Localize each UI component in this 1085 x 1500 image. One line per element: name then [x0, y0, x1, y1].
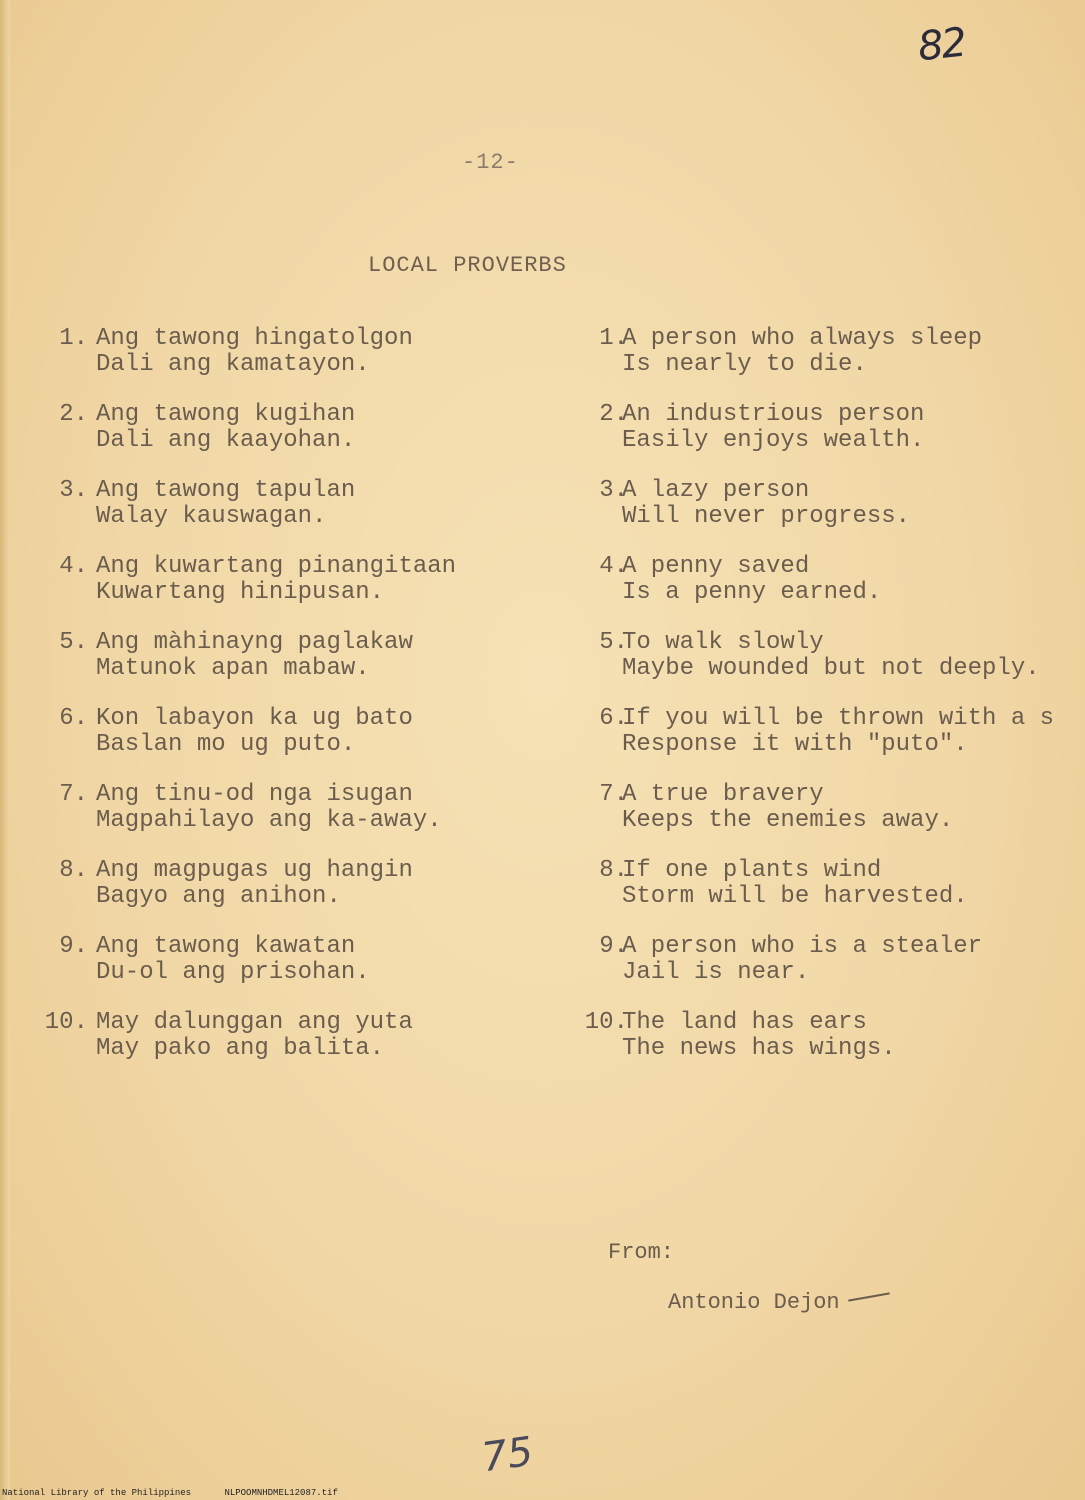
proverb-text	[96, 402, 355, 454]
proverb-line-2: Dali ang kaayohan.	[96, 427, 356, 454]
proverb-line-1: If one plants wind	[622, 857, 882, 884]
proverb-line-2: Du-ol ang prisohan.	[96, 959, 370, 986]
proverb-text	[96, 1010, 413, 1062]
proverb-text	[96, 782, 442, 834]
proverb-line-1: Ang tawong hingatolgon	[96, 325, 413, 352]
proverb-text	[96, 554, 456, 606]
proverb-number: 9.	[59, 933, 88, 960]
proverb-text	[622, 402, 924, 454]
footer-filename: NLPOOMNHDMEL12087.tif	[224, 1488, 338, 1498]
proverb-item	[560, 1010, 1080, 1086]
proverb-item	[560, 706, 1080, 782]
proverb-line-1: A true bravery	[622, 781, 824, 808]
proverb-number: 4.	[59, 553, 88, 580]
proverb-number: 9.	[599, 933, 628, 960]
handwritten-page-number: 82	[915, 19, 968, 71]
proverb-line-1: To walk slowly	[622, 629, 824, 656]
proverb-line-1: Ang kuwartang pinangitaan	[96, 553, 457, 580]
proverb-line-2: Matunok apan mabaw.	[96, 655, 370, 682]
proverb-line-2: Keeps the enemies away.	[622, 807, 954, 834]
proverb-number: 6.	[59, 705, 88, 732]
proverb-item	[560, 402, 1080, 478]
proverb-item	[20, 782, 540, 858]
proverb-line-2: The news has wings.	[622, 1035, 896, 1062]
proverb-line-2: Jail is near.	[622, 959, 810, 986]
proverb-line-2: Bagyo ang anihon.	[96, 883, 341, 910]
proverb-item	[20, 934, 540, 1010]
proverb-text	[96, 934, 370, 986]
proverb-number: 2.	[59, 401, 88, 428]
proverb-text	[96, 478, 355, 530]
proverb-text	[622, 706, 1054, 758]
handwritten-bottom-number: 75	[479, 1428, 536, 1482]
archive-footer	[2, 1488, 366, 1498]
proverb-line-1: Ang tawong kawatan	[96, 933, 356, 960]
proverb-item	[560, 630, 1080, 706]
proverb-line-2: Storm will be harvested.	[622, 883, 968, 910]
proverb-item	[20, 326, 540, 402]
proverb-item	[20, 630, 540, 706]
proverb-line-1: A person who is a stealer	[622, 933, 983, 960]
proverb-number: 7.	[599, 781, 628, 808]
proverb-item	[20, 858, 540, 934]
proverb-text	[622, 934, 982, 986]
page-edge	[0, 0, 10, 1500]
proverb-item	[560, 478, 1080, 554]
proverb-line-1: The land has ears	[622, 1009, 867, 1036]
proverb-number: 8.	[59, 857, 88, 884]
proverb-number: 10.	[584, 1009, 628, 1036]
proverb-text	[96, 858, 413, 910]
proverb-text	[622, 1010, 896, 1062]
author-name: Antonio Dejon	[668, 1290, 840, 1315]
proverb-line-2: Is nearly to die.	[622, 351, 867, 378]
proverb-item	[20, 706, 540, 782]
proverb-text	[622, 554, 881, 606]
proverb-number: 4.	[599, 553, 628, 580]
proverb-text	[96, 326, 413, 378]
proverb-line-1: If you will be thrown with a s	[622, 705, 1055, 732]
proverb-number: 1.	[59, 325, 88, 352]
english-proverbs-column	[560, 326, 1080, 1086]
proverb-line-2: May pako ang balita.	[96, 1035, 385, 1062]
proverb-line-1: Ang tinu-od nga isugan	[96, 781, 413, 808]
proverb-line-1: May dalunggan ang yuta	[96, 1009, 413, 1036]
proverb-line-1: A penny saved	[622, 553, 810, 580]
proverb-number: 1.	[599, 325, 628, 352]
proverb-item	[20, 478, 540, 554]
proverb-number: 3.	[59, 477, 88, 504]
proverb-number: 10.	[44, 1009, 88, 1036]
proverb-text	[622, 478, 910, 530]
proverb-line-2: Response it with "puto".	[622, 731, 968, 758]
proverb-number: 8.	[599, 857, 628, 884]
proverb-number: 7.	[59, 781, 88, 808]
proverb-text	[96, 630, 413, 682]
proverb-item	[560, 858, 1080, 934]
proverb-line-2: Easily enjoys wealth.	[622, 427, 925, 454]
proverb-number: 6.	[599, 705, 628, 732]
footer-library: National Library of the Philippines	[2, 1488, 192, 1498]
proverb-number: 5.	[599, 629, 628, 656]
proverb-line-1: Ang tawong tapulan	[96, 477, 356, 504]
proverb-line-2: Magpahilayo ang ka-away.	[96, 807, 442, 834]
proverb-line-1: Kon labayon ka ug bato	[96, 705, 413, 732]
proverb-number: 2.	[599, 401, 628, 428]
local-proverbs-column	[20, 326, 540, 1086]
proverb-line-2: Walay kauswagan.	[96, 503, 327, 530]
proverb-line-1: A lazy person	[622, 477, 810, 504]
proverb-text	[622, 858, 968, 910]
proverb-item	[20, 1010, 540, 1086]
proverb-line-2: Baslan mo ug puto.	[96, 731, 356, 758]
proverb-text	[622, 326, 982, 378]
proverb-line-1: Ang màhinayng paglakaw	[96, 629, 413, 656]
proverb-text	[622, 782, 953, 834]
proverb-line-2: Dali ang kamatayon.	[96, 351, 370, 378]
proverb-item	[20, 402, 540, 478]
author-strike-mark	[848, 1292, 890, 1301]
proverb-item	[560, 326, 1080, 402]
page-title: LOCAL PROVERBS	[368, 253, 567, 278]
proverb-line-1: A person who always sleep	[622, 325, 983, 352]
proverb-text	[96, 706, 413, 758]
proverb-number: 3.	[599, 477, 628, 504]
proverb-line-2: Maybe wounded but not deeply.	[622, 655, 1040, 682]
proverb-line-1: Ang magpugas ug hangin	[96, 857, 413, 884]
proverb-line-1: An industrious person	[622, 401, 925, 428]
proverb-number: 5.	[59, 629, 88, 656]
proverb-item	[560, 782, 1080, 858]
proverb-text	[622, 630, 1040, 682]
proverb-line-2: Kuwartang hinipusan.	[96, 579, 385, 606]
proverb-item	[560, 554, 1080, 630]
typed-page-marker: -12-	[462, 150, 519, 175]
proverb-line-2: Is a penny earned.	[622, 579, 882, 606]
proverb-line-1: Ang tawong kugihan	[96, 401, 356, 428]
proverb-line-2: Will never progress.	[622, 503, 911, 530]
from-label: From:	[608, 1240, 675, 1265]
proverb-item	[560, 934, 1080, 1010]
proverb-item	[20, 554, 540, 630]
